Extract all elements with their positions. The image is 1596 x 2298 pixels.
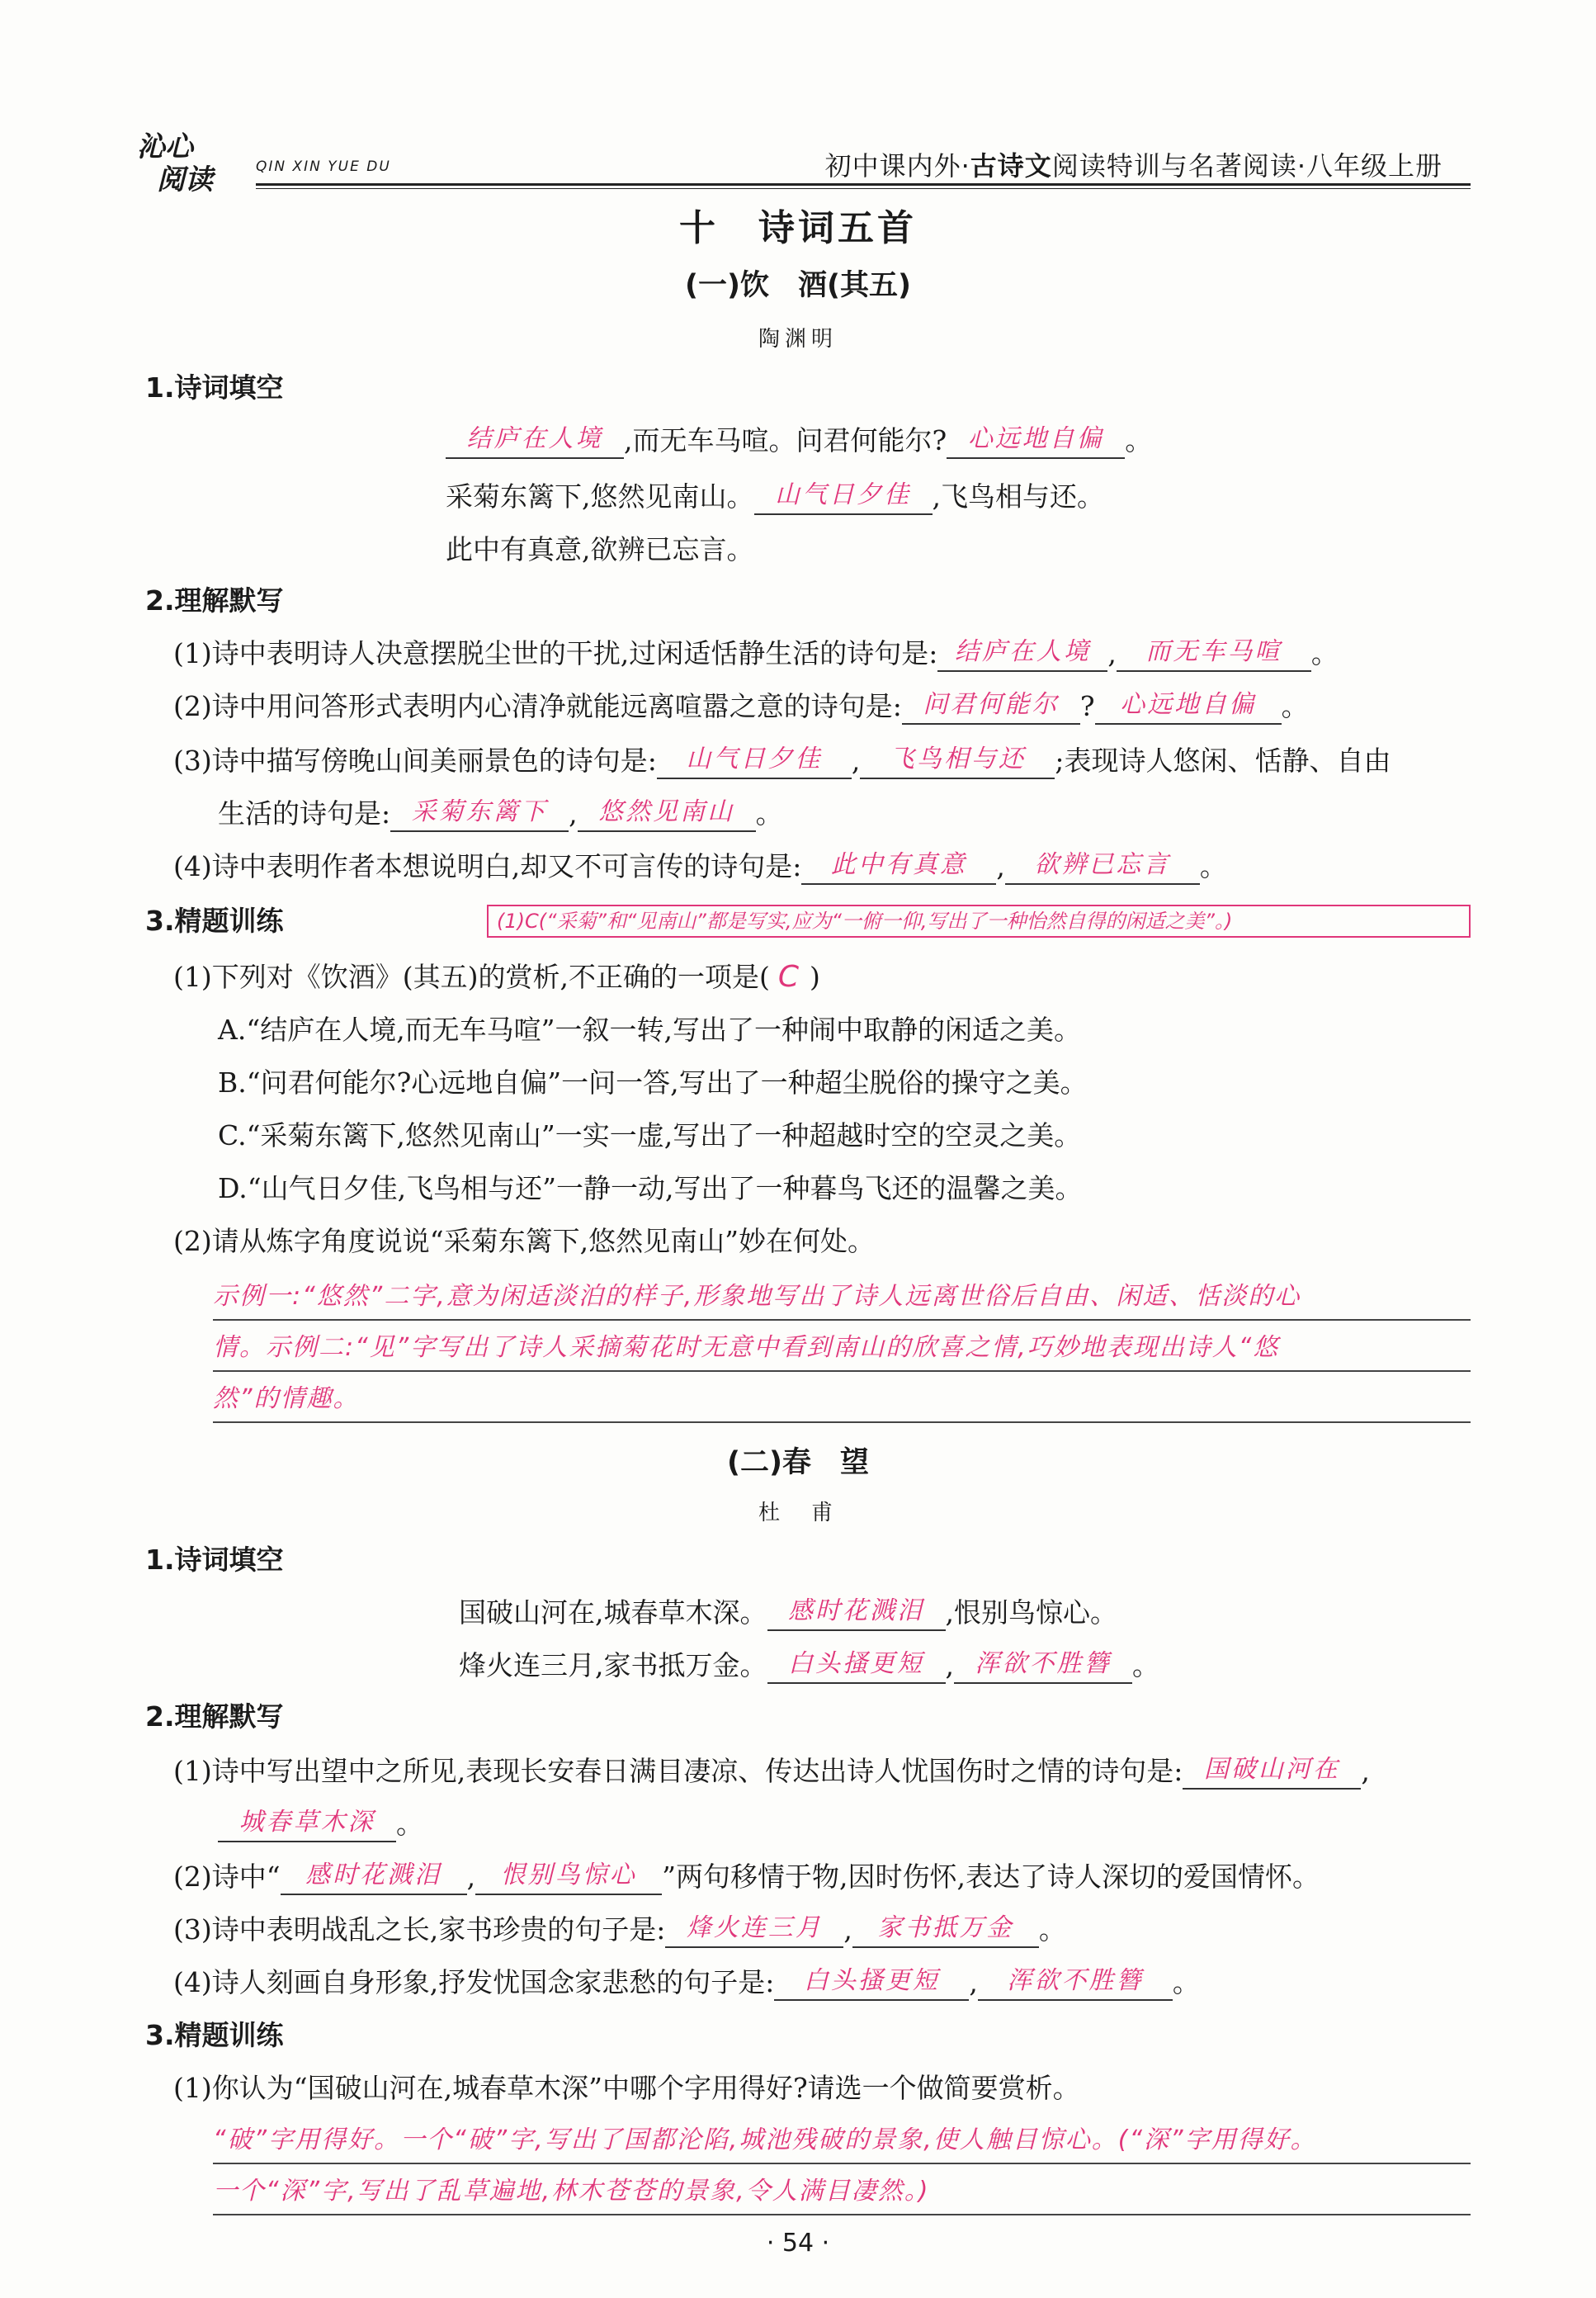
poem-text: ,而无车马喧。问君何能尔? bbox=[624, 424, 947, 456]
book-title bbox=[825, 145, 1443, 183]
answer-blank: 此中有真意 bbox=[801, 847, 996, 885]
question-text: ) bbox=[810, 961, 820, 993]
answer-blank: 城春草木深 bbox=[218, 1804, 396, 1842]
answer-blank: 浑欲不胜簪 bbox=[978, 1963, 1173, 2001]
poem-text: 。 bbox=[1132, 1649, 1159, 1681]
p2-poem-line2 bbox=[459, 1646, 1159, 1684]
option-c: C.“采菊东篱下,悠然见南山”一实一虚,写出了一种超越时空的空灵之美。 bbox=[218, 1119, 1082, 1151]
mc-answer: C bbox=[777, 960, 801, 994]
answer-blank: 烽火连三月 bbox=[665, 1910, 843, 1948]
answer-blank: 恨别鸟惊心 bbox=[475, 1857, 662, 1895]
question-text: (1)下列对《饮酒》(其五)的赏析,不正确的一项是( bbox=[173, 961, 770, 993]
header-rule bbox=[256, 183, 1471, 186]
answer-blank: 问君何能尔 bbox=[902, 687, 1080, 725]
p1-poem-line2 bbox=[446, 477, 1104, 515]
p2-section-recite: 2.理解默写 bbox=[145, 1700, 284, 1733]
question-text: (4)诗中表明作者本想说明白,却又不可言传的诗句是: bbox=[173, 850, 802, 882]
written-answer-line: 然”的情趣。 bbox=[213, 1377, 1471, 1423]
question-text: (1)诗中写出望中之所见,表现长安春日满目凄凉、传达出诗人忧国伤时之情的诗句是: bbox=[173, 1755, 1183, 1787]
answer-blank: 欲辨已忘言 bbox=[1005, 847, 1200, 885]
answer-blank: 感时花溅泪 bbox=[281, 1857, 467, 1895]
p1-q3-cont: 生活的诗句是: 采菊东篱下 , 悠然见南山 。 bbox=[218, 794, 783, 832]
answer-note-box: (1)C(“采菊”和“见南山”都是写实,应为“一俯一仰,写出了一种怡然自得的闲适之美”。) bbox=[487, 905, 1471, 938]
header-rule-thin bbox=[256, 188, 1471, 189]
option-a: A.“结庐在人境,而无车马喧”一叙一转,写出了一种闹中取静的闲适之美。 bbox=[218, 1014, 1082, 1046]
page-number: · 54 · bbox=[766, 2229, 830, 2258]
question-text: ;表现诗人悠闲、恬静、自由 bbox=[1055, 745, 1391, 777]
logo-bottom-text: 阅读 bbox=[157, 163, 213, 196]
answer-blank: 心远地自偏 bbox=[947, 421, 1125, 459]
answer-blank: 结庐在人境 bbox=[937, 634, 1107, 672]
poem-text: ,飞鸟相与还。 bbox=[932, 480, 1104, 513]
p1-section-fill: 1.诗词填空 bbox=[145, 371, 284, 404]
p1-section-recite: 2.理解默写 bbox=[145, 584, 284, 617]
book-title-prefix: 初中课内外· bbox=[824, 150, 970, 182]
p2-q1: (1)诗中写出望中之所见,表现长安春日满目凄凉、传达出诗人忧国伤时之情的诗句是: 国破山河在 , bbox=[173, 1752, 1370, 1790]
chapter-title: 十 诗词五首 bbox=[679, 207, 917, 249]
question-text: (4)诗人刻画自身形象,抒发忧国念家悲愁的句子是: bbox=[173, 1966, 775, 1998]
p2-q1-cont: 城春草木深 。 bbox=[218, 1804, 423, 1842]
answer-blank: 浑欲不胜簪 bbox=[954, 1646, 1132, 1684]
written-answer-line: “破”字用得好。一个“破”字,写出了国都沦陷,城池残破的景象,使人触目惊心。(“深”字用得好。 bbox=[213, 2118, 1471, 2164]
answer-blank: 山气日夕佳 bbox=[657, 741, 852, 779]
p1-q2: (2)诗中用问答形式表明内心清净就能远离喧嚣之意的诗句是: 问君何能尔 ? 心远地自偏 。 bbox=[173, 687, 1309, 725]
p1-q2-analysis: (2)请从炼字角度说说“采菊东篱下,悠然见南山”妙在何处。 bbox=[173, 1225, 875, 1257]
p2-q2: (2)诗中“ 感时花溅泪 , 恨别鸟惊心 ”两句移情于物,因时伤怀,表达了诗人深切的爱国情怀。 bbox=[173, 1857, 1320, 1895]
book-title-suffix: 阅读特训与名著阅读·八年级上册 bbox=[1051, 150, 1443, 182]
p2-section-practice: 3.精题训练 bbox=[145, 2019, 284, 2051]
answer-blank: 采菊东篱下 bbox=[390, 794, 569, 832]
poem-text: 。 bbox=[1125, 424, 1153, 456]
p1-mc-question bbox=[173, 959, 820, 995]
answer-blank: 结庐在人境 bbox=[446, 421, 624, 459]
book-title-bold: 古诗文 bbox=[970, 150, 1052, 182]
question-text: 生活的诗句是: bbox=[218, 797, 391, 830]
written-answer-line: 一个“深”字,写出了乱草遍地,林木苍苍的景象,令人满目凄然。) bbox=[213, 2169, 1471, 2215]
p1-poem-line3: 此中有真意,欲辨已忘言。 bbox=[446, 533, 754, 565]
option-b: B.“问君何能尔?心远地自偏”一问一答,写出了一种超尘脱俗的操守之美。 bbox=[218, 1066, 1088, 1099]
p2-q3: (3)诗中表明战乱之长,家书珍贵的句子是: 烽火连三月 , 家书抵万金 。 bbox=[173, 1910, 1066, 1948]
answer-blank: 感时花溅泪 bbox=[767, 1593, 946, 1631]
logo-pinyin: QIN XIN YUE DU bbox=[256, 158, 391, 175]
poem-text: 国破山河在,城春草木深。 bbox=[459, 1596, 767, 1629]
answer-blank: 悠然见南山 bbox=[578, 794, 756, 832]
poem1-author: 陶渊明 bbox=[758, 327, 838, 352]
poem1-title: (一)饮 酒(其五) bbox=[685, 269, 911, 302]
question-text: (3)诗中表明战乱之长,家书珍贵的句子是: bbox=[173, 1913, 666, 1946]
p1-q4: (4)诗中表明作者本想说明白,却又不可言传的诗句是: 此中有真意 , 欲辨已忘言 。 bbox=[173, 847, 1227, 885]
p2-section-fill: 1.诗词填空 bbox=[145, 1544, 284, 1576]
p2-q1-analysis: (1)你认为“国破山河在,城春草木深”中哪个字用得好?请选一个做简要赏析。 bbox=[173, 2072, 1080, 2104]
p2-poem-line1 bbox=[459, 1593, 1117, 1631]
p1-section-practice: 3.精题训练 bbox=[145, 905, 284, 937]
written-answer-line: 情。示例二:“见”字写出了诗人采摘菊花时无意中看到南山的欣喜之情,巧妙地表现出诗人“悠 bbox=[213, 1326, 1471, 1372]
question-text: (3)诗中描写傍晚山间美丽景色的诗句是: bbox=[173, 745, 657, 777]
p1-q3: (3)诗中描写傍晚山间美丽景色的诗句是: 山气日夕佳 , 飞鸟相与还 ;表现诗人悠闲、恬静、自由 bbox=[173, 741, 1391, 779]
answer-blank: 家书抵万金 bbox=[852, 1910, 1039, 1948]
p1-poem-line1 bbox=[446, 421, 1152, 459]
answer-blank: 而无车马喧 bbox=[1117, 634, 1311, 672]
option-d: D.“山气日夕佳,飞鸟相与还”一静一动,写出了一种暮鸟飞还的温馨之美。 bbox=[218, 1172, 1083, 1204]
poem-text: 采菊东篱下,悠然见南山。 bbox=[446, 480, 754, 513]
written-answer-line: 示例一:“悠然”二字,意为闲适淡泊的样子,形象地写出了诗人远离世俗后自由、闲适、恬淡的心 bbox=[213, 1274, 1471, 1321]
poem-text: ,恨别鸟惊心。 bbox=[945, 1596, 1117, 1629]
answer-blank: 国破山河在 bbox=[1183, 1752, 1361, 1790]
question-text: (2)诗中“ bbox=[173, 1861, 281, 1893]
answer-blank: 山气日夕佳 bbox=[754, 477, 933, 515]
p1-q1: (1)诗中表明诗人决意摆脱尘世的干扰,过闲适恬静生活的诗句是: 结庐在人境 , 而无车马喧 。 bbox=[173, 634, 1339, 672]
poem-text: 烽火连三月,家书抵万金。 bbox=[459, 1649, 767, 1681]
answer-blank: 飞鸟相与还 bbox=[860, 741, 1055, 779]
question-text: (1)诗中表明诗人决意摆脱尘世的干扰,过闲适恬静生活的诗句是: bbox=[173, 637, 938, 669]
poem2-author: 杜 甫 bbox=[758, 1501, 838, 1525]
question-text: (2)诗中用问答形式表明内心清净就能远离喧嚣之意的诗句是: bbox=[173, 690, 902, 722]
logo-top-text: 沁心 bbox=[137, 130, 193, 163]
answer-blank: 白头搔更短 bbox=[767, 1646, 946, 1684]
poem-text: , bbox=[945, 1649, 954, 1681]
answer-blank: 心远地自偏 bbox=[1095, 687, 1282, 725]
question-text: ”两句移情于物,因时伤怀,表达了诗人深切的爱国情怀。 bbox=[662, 1861, 1320, 1893]
answer-blank: 白头搔更短 bbox=[774, 1963, 969, 2001]
series-logo bbox=[124, 124, 470, 196]
p2-q4: (4)诗人刻画自身形象,抒发忧国念家悲愁的句子是: 白头搔更短 , 浑欲不胜簪 。 bbox=[173, 1963, 1200, 2001]
poem2-title: (二)春 望 bbox=[727, 1446, 869, 1479]
